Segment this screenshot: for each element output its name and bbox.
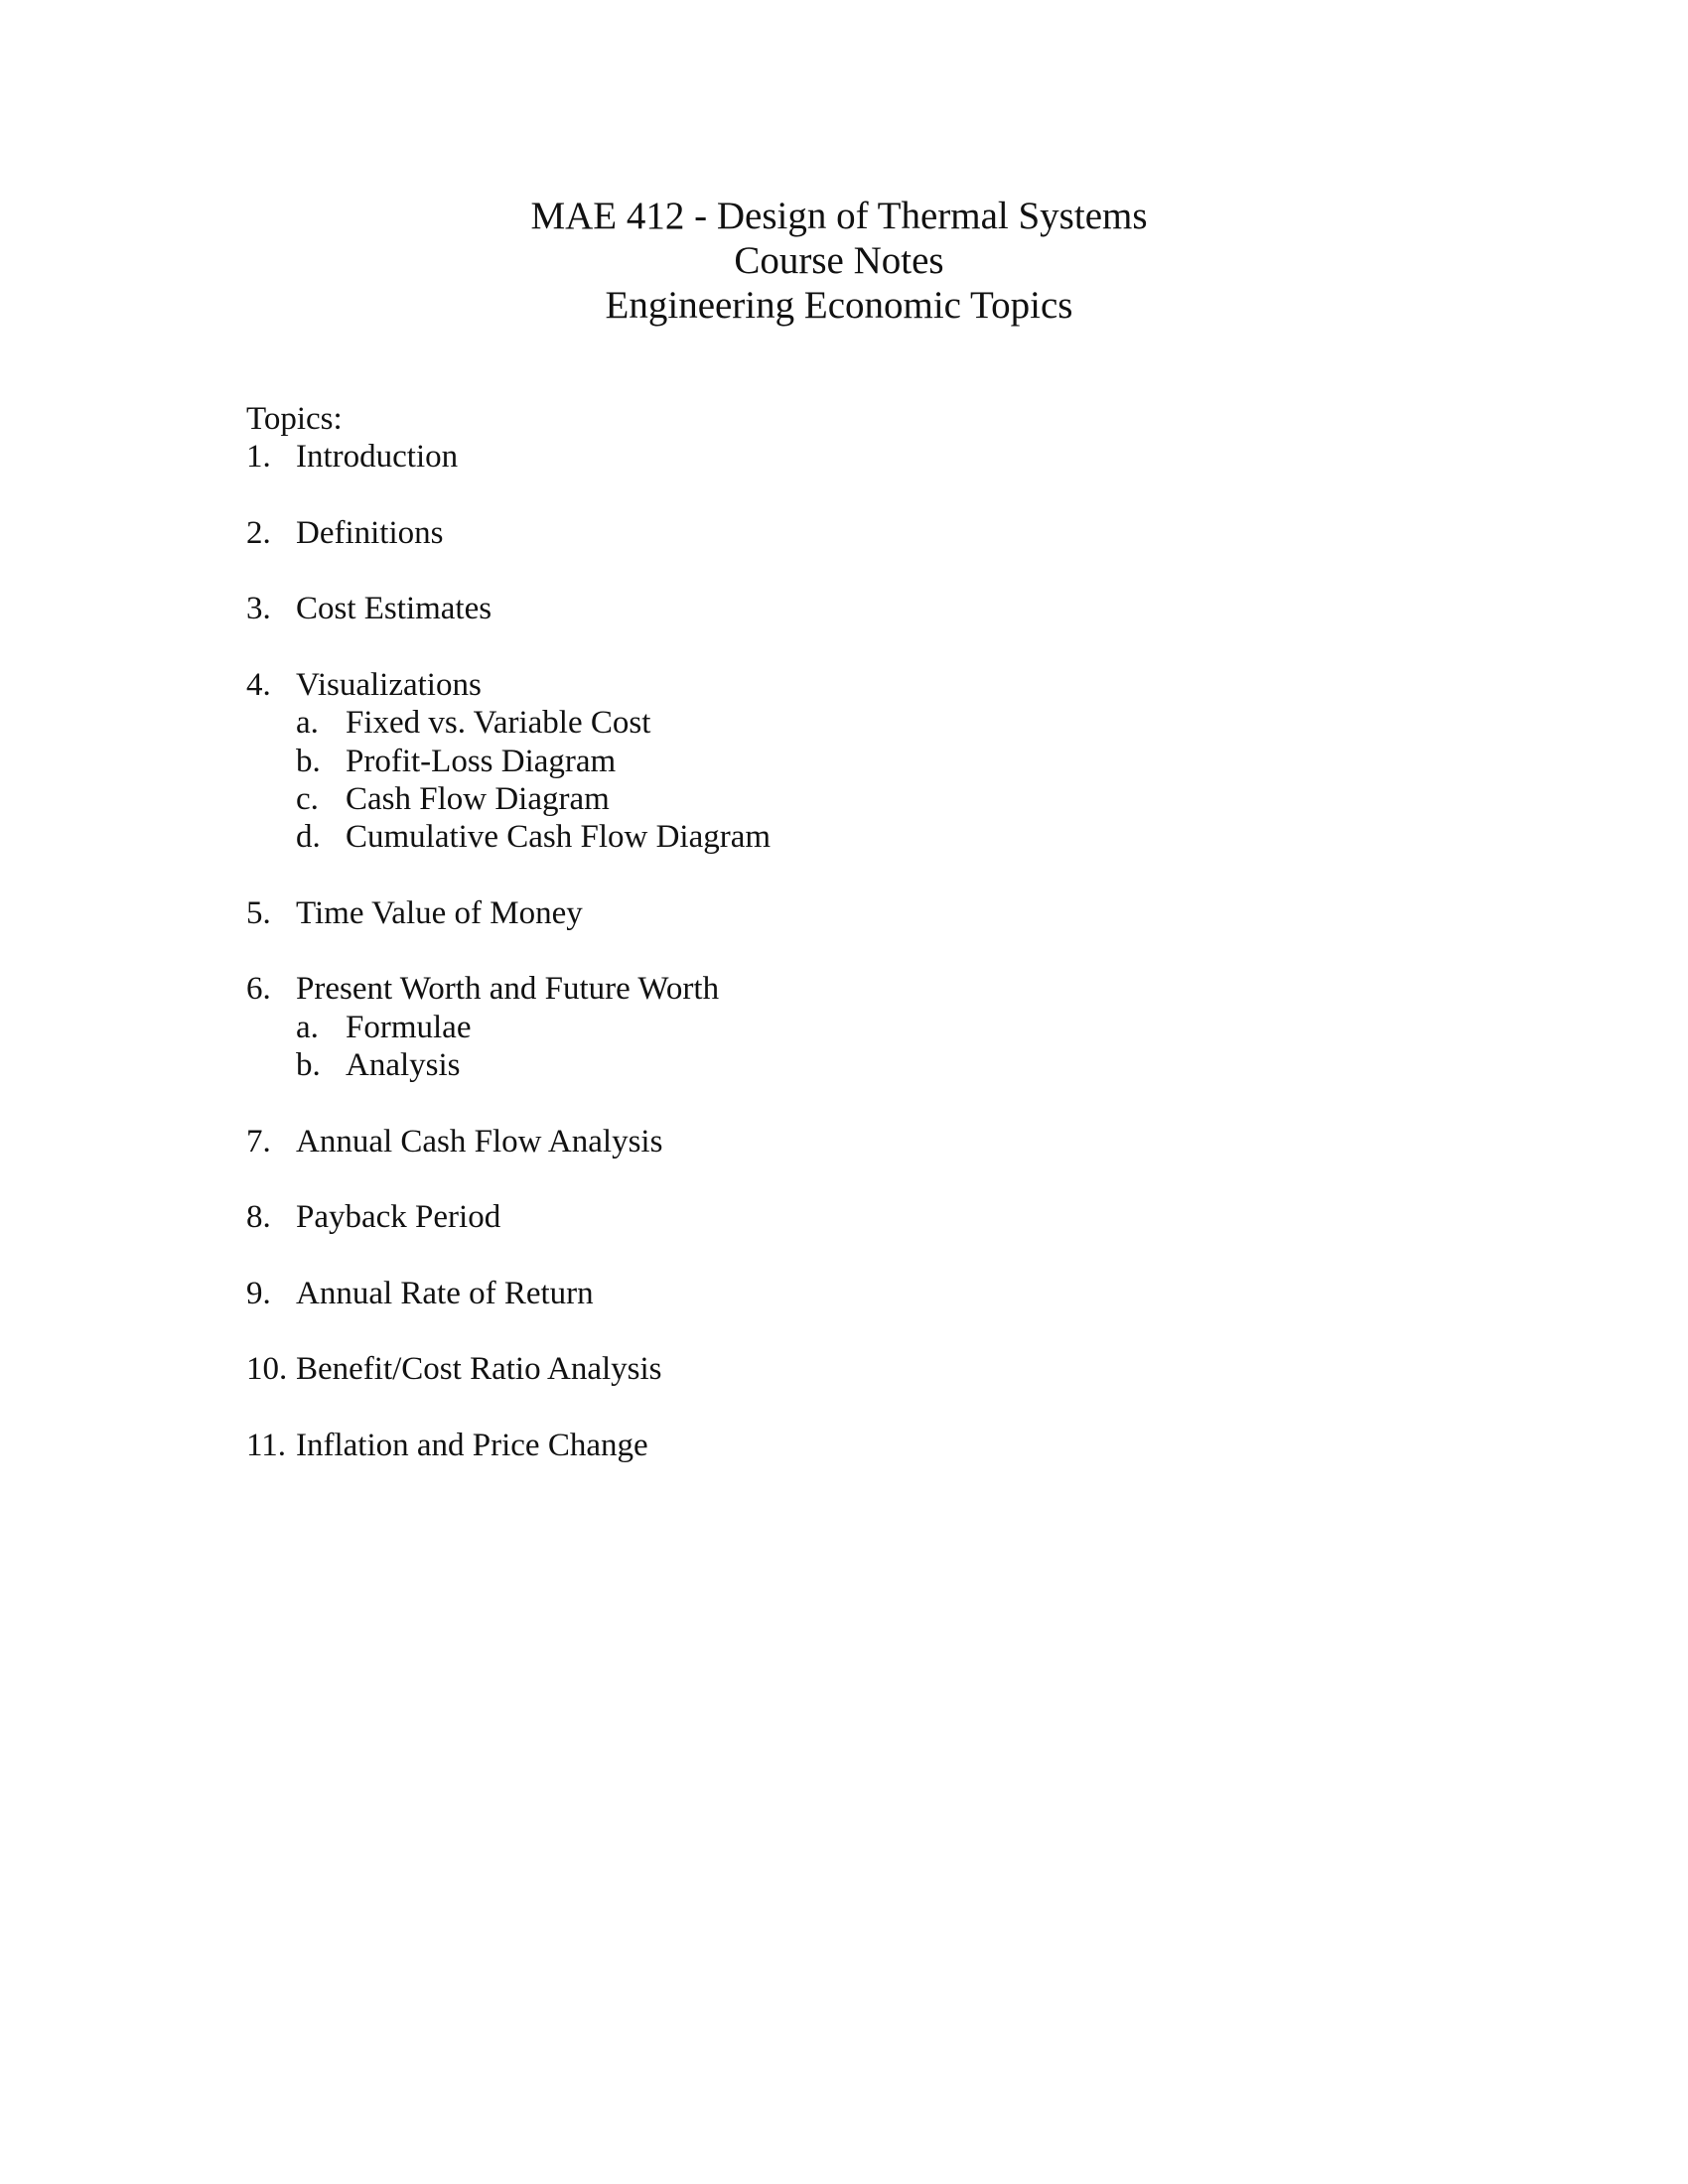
subtopic-label: Analysis — [346, 1047, 461, 1084]
topic-number: 6. — [246, 971, 271, 1008]
subtopic-label: Cash Flow Diagram — [346, 780, 610, 817]
topic-label: Definitions — [296, 514, 444, 551]
topic-number: 4. — [246, 667, 271, 704]
topic-label: Benefit/Cost Ratio Analysis — [296, 1351, 662, 1388]
subtopic-label: Profit-Loss Diagram — [346, 743, 617, 779]
topic-number: 3. — [246, 591, 271, 627]
topic-title: Engineering Economic Topics — [605, 284, 1073, 327]
topic-number: 1. — [246, 439, 271, 476]
topic-label: Payback Period — [296, 1199, 501, 1236]
course-notes-subtitle: Course Notes — [734, 239, 944, 282]
topic-label: Present Worth and Future Worth — [296, 971, 720, 1008]
subtopic-letter: a. — [296, 1009, 319, 1045]
subtopic-label: Cumulative Cash Flow Diagram — [346, 819, 772, 856]
topic-number: 9. — [246, 1275, 271, 1311]
topic-number: 8. — [246, 1199, 271, 1236]
topic-number: 2. — [246, 514, 271, 551]
subtopic-label: Fixed vs. Variable Cost — [346, 705, 651, 742]
subtopic-letter: c. — [296, 780, 319, 817]
subtopic-letter: b. — [296, 743, 321, 779]
topic-label: Annual Rate of Return — [296, 1275, 594, 1311]
subtopic-letter: a. — [296, 705, 319, 742]
topic-number: 5. — [246, 894, 271, 931]
course-title: MAE 412 - Design of Thermal Systems — [530, 195, 1148, 237]
subtopic-label: Formulae — [346, 1009, 472, 1045]
topic-number: 7. — [246, 1123, 271, 1160]
topic-label: Introduction — [296, 439, 459, 476]
topic-number: 10. — [246, 1351, 288, 1388]
subtopic-letter: b. — [296, 1047, 321, 1084]
topic-label: Annual Cash Flow Analysis — [296, 1123, 663, 1160]
topic-label: Time Value of Money — [296, 894, 583, 931]
topic-label: Inflation and Price Change — [296, 1428, 648, 1464]
topic-label: Visualizations — [296, 667, 482, 704]
subtopic-letter: d. — [296, 819, 321, 856]
topic-label: Cost Estimates — [296, 591, 492, 627]
document-title — [0, 194, 1678, 328]
topic-number: 11. — [246, 1428, 287, 1464]
